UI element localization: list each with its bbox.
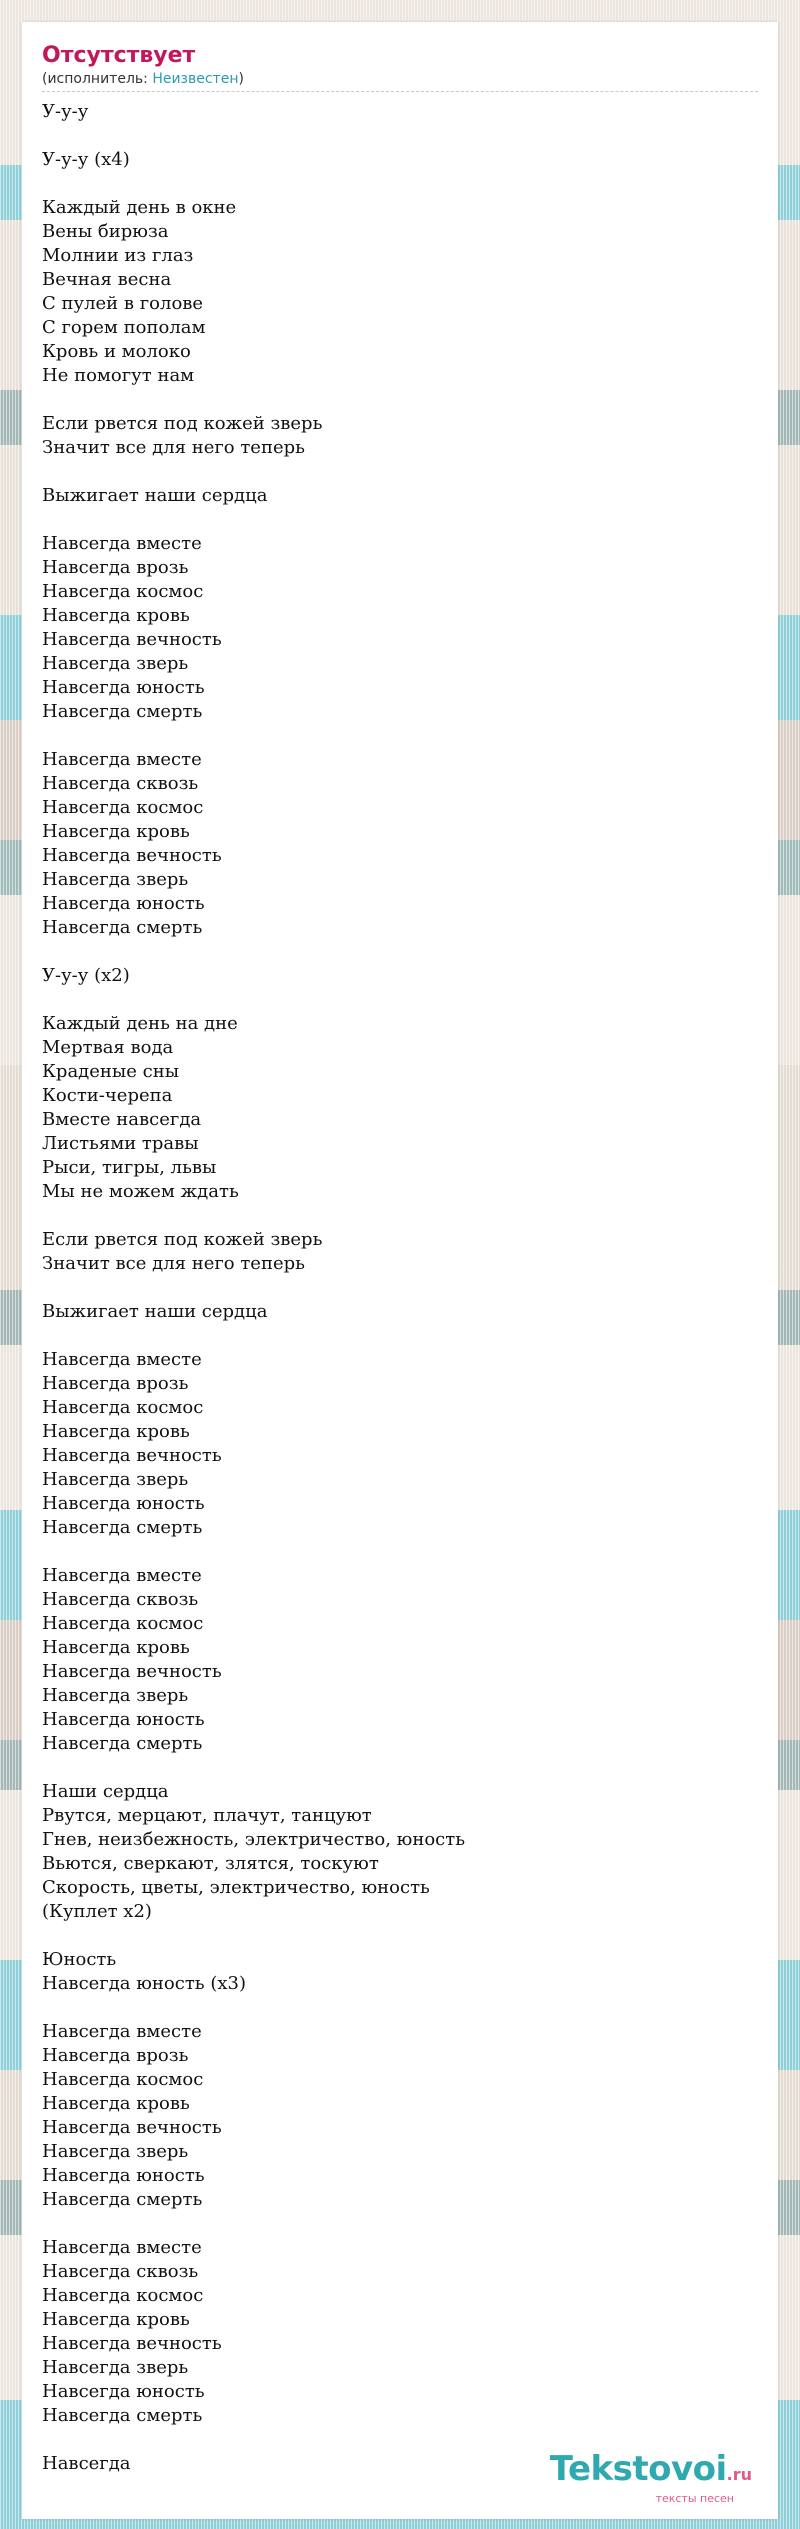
song-title: Отсутствует bbox=[42, 43, 196, 68]
song-header bbox=[42, 42, 758, 92]
artist-suffix: ) bbox=[238, 71, 244, 87]
artist-line bbox=[42, 70, 758, 88]
logo-main-text: Tekstovoi bbox=[549, 2449, 727, 2489]
artist-prefix: (исполнитель: bbox=[42, 71, 153, 87]
lyrics-text: У-у-у У-у-у (x4) Каждый день в окне Вены бирюза Молнии из глаз Вечная весна С пулей в голове С горем пополам Кровь и молоко Не помогут нам Если рвется под кожей зверь Значит все для него теперь Выжигает наши сердца Навсегда вместе Навсегда врозь Навсегда космос Навсегда кровь Навсегда вечность Навсегда зверь Навсегда юность Навсегда смерть Навсегда вместе Навсегда сквозь Навсегда космос Навсегда кровь Навсегда вечность Навсегда зверь Навсегда юность Навсегда смерть У-у-у (x2) Каждый день на дне Мертвая вода Краденые сны Кости-черепа Вместе навсегда Листьями травы Рыси, тигры, львы Мы не можем ждать Если рвется под кожей зверь Значит все для него теперь Выжигает наши сердца Навсегда вместе Навсегда врозь Навсегда космос Навсегда кровь Навсегда вечность Навсегда зверь Навсегда юность Навсегда смерть Навсегда вместе Навсегда сквозь Навсегда космос Навсегда кровь Навсегда вечность Навсегда зверь Навсегда юность Навсегда смерть Наши сердца Рвутся, мерцают, плачут, танцуют Гнев, неизбежность, электричество, юность Вьются, сверкают, злятся, тоскуют Скорость, цветы, электричество, юность (Куплет x2) Юность Навсегда юность (x3) Навсегда вместе Навсегда врозь Навсегда космос Навсегда кровь Навсегда вечность Навсегда зверь Навсегда юность Навсегда смерть Навсегда вместе Навсегда сквозь Навсегда космос Навсегда кровь Навсегда вечность Навсегда зверь Навсегда юность Навсегда смерть Навсегда bbox=[42, 101, 466, 2474]
artist-link[interactable]: Неизвестен bbox=[152, 71, 239, 87]
site-logo[interactable] bbox=[550, 2451, 752, 2505]
logo-tagline: тексты песен bbox=[655, 2492, 734, 2505]
logo-wordmark bbox=[550, 2451, 752, 2493]
logo-suffix: .ru bbox=[726, 2465, 752, 2484]
lyrics-card bbox=[22, 22, 778, 2519]
